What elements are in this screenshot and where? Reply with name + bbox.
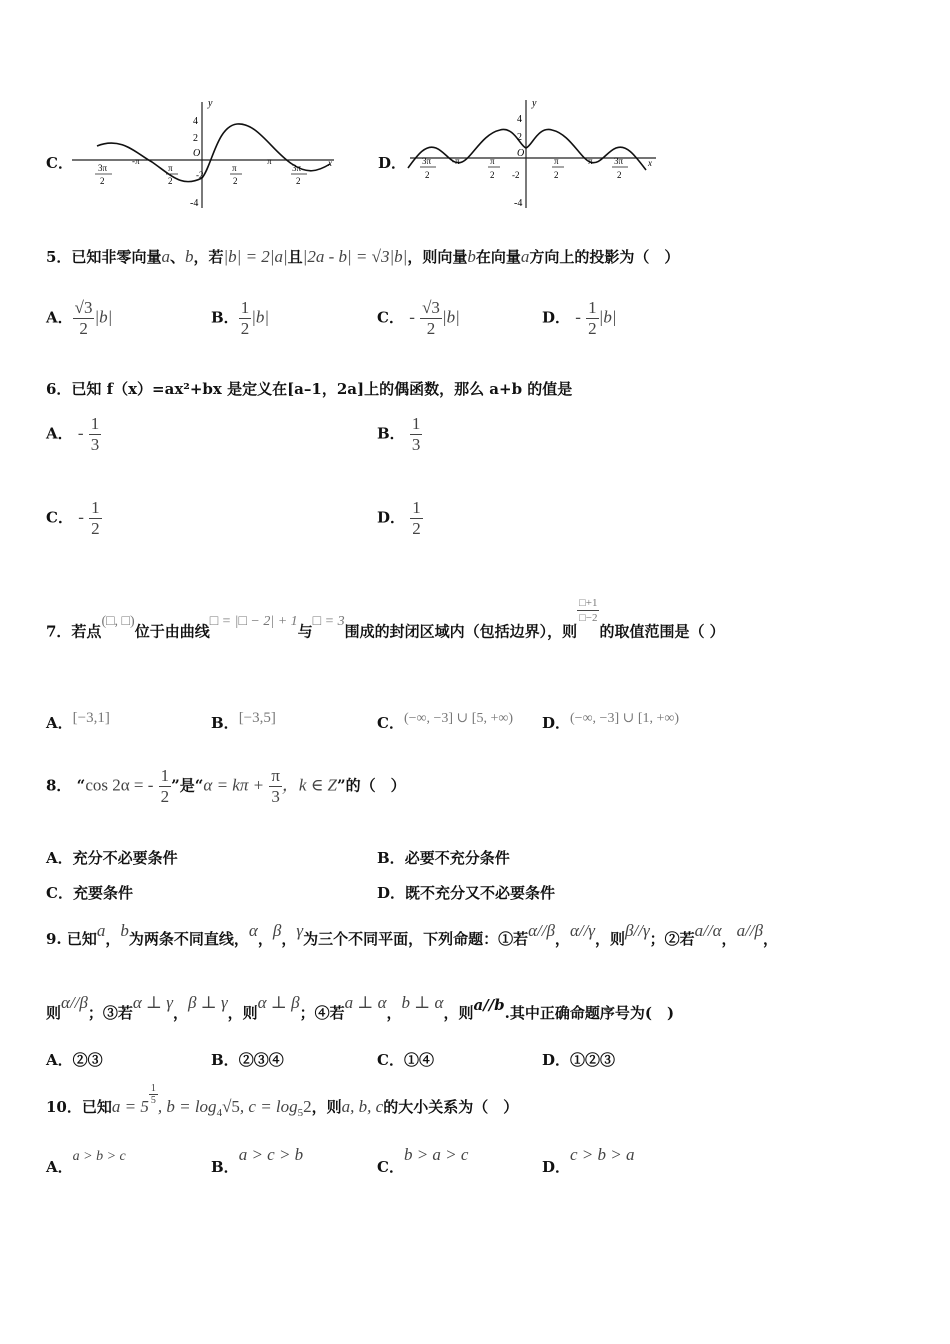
- tick-neg3pi-den: 2: [100, 176, 105, 186]
- question-7-stem: 7．若点(□, □)位于由曲线□ = |□ − 2| + 1与□ = 3围成的封闭区域内（包括边界），则 $\frac{□+1}{□-2}$ 的取值范围是（ ）: [46, 597, 725, 641]
- tick-3pi-num: 3π: [292, 163, 302, 173]
- curve-expr: □ = |□ − 2| + 1: [209, 613, 298, 629]
- q10-option-c[interactable]: C．b > a > c: [377, 1145, 469, 1176]
- tick-neg2: -2: [196, 170, 204, 180]
- tick-neg-half-pi-den: 2: [168, 176, 173, 186]
- tick-neg-half-pi-num: π: [168, 163, 173, 173]
- condition-2: |2a - b| = √3|b|: [302, 247, 408, 266]
- y-label: y: [208, 98, 213, 109]
- tick-neg4: -4: [190, 198, 199, 209]
- tick-neg-half-pi-num: π: [490, 156, 495, 166]
- q6-option-c[interactable]: C． - $\frac{1}{2}$: [46, 498, 100, 538]
- tick-half-pi-num: π: [554, 156, 559, 166]
- origin-label: O: [517, 148, 525, 159]
- option-c-label: C．: [46, 154, 73, 172]
- ratio-expr: $\frac{□+1}{□-2}$: [579, 597, 598, 624]
- tick-neg3pi-num: 3π: [98, 163, 108, 173]
- tick-half-pi-den: 2: [554, 170, 559, 180]
- tick-3pi-num: 3π: [614, 156, 624, 166]
- x-label: x: [648, 158, 652, 168]
- graph-curve: [408, 129, 646, 170]
- tick-neg-half-pi-den: 2: [490, 170, 495, 180]
- q9-option-a[interactable]: A．②③: [46, 1051, 103, 1069]
- tick-3pi-den: 2: [296, 176, 301, 186]
- q5-option-c[interactable]: C． - $\frac{√3}{2}$ |b|: [377, 298, 460, 338]
- q9-option-c[interactable]: C．①④: [377, 1051, 434, 1069]
- tick-neg3pi-den: 2: [425, 170, 430, 180]
- y-label: y: [532, 98, 537, 109]
- condition-1: |b| = 2|a|: [223, 247, 288, 266]
- line-expr: □ = 3: [312, 613, 345, 629]
- point-expr: (□, □): [101, 613, 135, 629]
- q6-option-b[interactable]: B． $\frac{1}{3}$: [377, 414, 421, 454]
- question-5-stem: 5．已知非零向量a、b，若|b| = 2|a|且|2a - b| = √3|b|，则向量b在向量a方向上的投影为（ ）: [46, 247, 680, 266]
- question-9-stem-line2: 则α//β；③若α ⊥ γ，β ⊥ γ，则α ⊥ β；④若a ⊥ α，b ⊥ α，则a//b.其中正确命题序号为( ): [46, 993, 675, 1022]
- q10-option-d[interactable]: D．c > b > a: [542, 1145, 635, 1176]
- q8-option-c[interactable]: C．充要条件: [46, 884, 133, 902]
- q7-option-d[interactable]: D．(−∞, −3] ∪ [1, +∞): [542, 711, 680, 732]
- tick-neg-pi: -π: [132, 156, 140, 166]
- tick-neg2: -2: [512, 170, 520, 180]
- q7-option-b[interactable]: B．[−3,5]: [211, 710, 276, 732]
- tick-half-pi-num: π: [232, 163, 237, 173]
- tick-3pi-den: 2: [617, 170, 622, 180]
- tick-neg4: -4: [514, 198, 523, 209]
- q10-option-b[interactable]: B．a > c > b: [211, 1145, 304, 1176]
- question-10-stem: 10．已知a = 5 $\frac{1}{5}$ , $b = \log_4√5$, $c = \log_52$，则a, b, c的大小关系为（ ）: [46, 1082, 519, 1119]
- question-6-stem: 6．已知 f（x）=ax²+bx 是定义在[a–1，2a]上的偶函数，那么 a+b 的值是: [46, 380, 573, 398]
- q8-option-b[interactable]: B．必要不充分条件: [377, 849, 510, 867]
- tick-4: 4: [517, 114, 522, 125]
- graph-option-c: [62, 96, 352, 212]
- tick-2: 2: [517, 132, 522, 143]
- graph-curve: [97, 124, 330, 182]
- tick-half-pi-den: 2: [233, 176, 238, 186]
- q7-option-a[interactable]: A．[−3,1]: [46, 710, 110, 732]
- q5-option-a[interactable]: A． $\frac{√3}{2}$ |b|: [46, 298, 113, 338]
- question-8-stem: 8． “cos 2α = - $\frac{1}{2}$ ”是“α = kπ + $\frac{\pi}{3}$ ，k ∈ Z”的（ ）: [46, 766, 406, 806]
- q6-option-d[interactable]: D． $\frac{1}{2}$: [377, 498, 421, 538]
- option-d-label: D．: [378, 154, 407, 172]
- q10-option-a[interactable]: A．a > b > c: [46, 1149, 126, 1176]
- graph-option-d: [402, 96, 662, 212]
- q9-option-b[interactable]: B．②③④: [211, 1051, 284, 1069]
- q5-option-d[interactable]: D． - $\frac{1}{2}$ |b|: [542, 298, 617, 338]
- q7-option-c[interactable]: C．(−∞, −3] ∪ [5, +∞): [377, 711, 513, 732]
- tick-pi: π: [267, 156, 272, 166]
- question-9-stem-line1: 9. 已知a，b为两条不同直线，α，β，γ为三个不同平面，下列命题：①若α//β，α//γ，则β//γ；②若a//α，a//β，: [46, 921, 778, 948]
- tick-neg-pi: -π: [452, 156, 460, 166]
- q5-option-b[interactable]: B． $\frac{1}{2}$ |b|: [211, 298, 270, 338]
- tick-2: 2: [193, 133, 198, 144]
- x-label: x: [328, 158, 332, 168]
- tick-pi: π: [588, 156, 593, 166]
- tick-4: 4: [193, 116, 198, 127]
- q8-option-a[interactable]: A．充分不必要条件: [46, 849, 178, 867]
- q6-option-a[interactable]: A． - $\frac{1}{3}$: [46, 414, 100, 454]
- q8-option-d[interactable]: D．既不充分又不必要条件: [377, 884, 556, 902]
- tick-neg3pi-num: 3π: [422, 156, 432, 166]
- exponent-fraction: $\frac{1}{5}$: [150, 1082, 156, 1106]
- origin-label: O: [193, 148, 201, 159]
- q9-option-d[interactable]: D．①②③: [542, 1051, 616, 1069]
